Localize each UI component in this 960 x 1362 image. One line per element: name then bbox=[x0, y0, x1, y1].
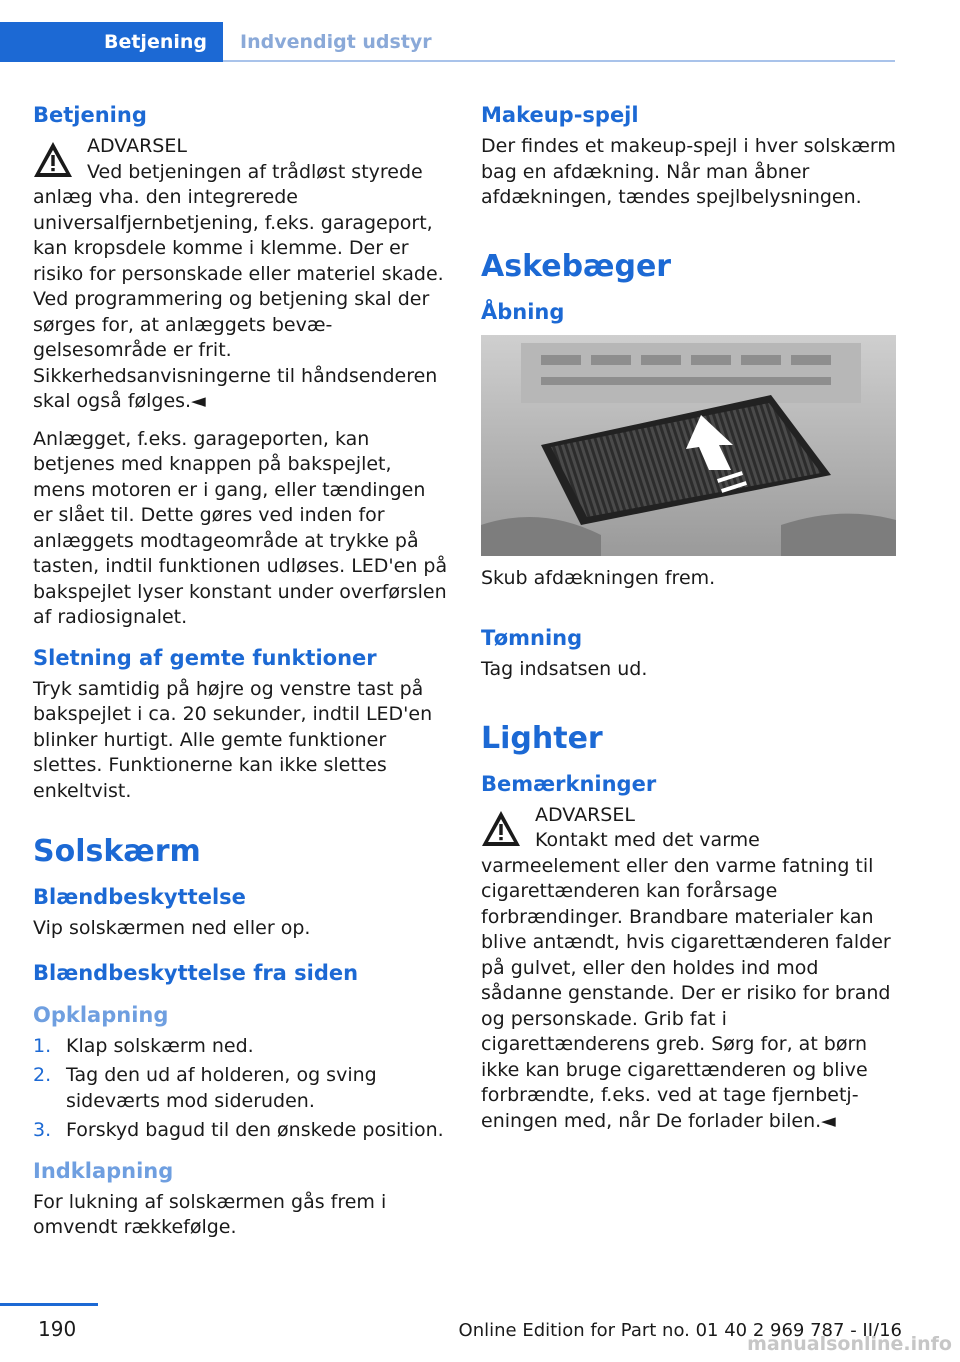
warning-label: ADVARSEL bbox=[535, 803, 635, 826]
ashtray-photo bbox=[481, 335, 896, 556]
paragraph-sletning: Tryk samtidig på højre og venstre tast på bakspejlet i ca. 20 sekunder, indtil LED'en blinker hurtigt. Alle gemte funktioner slettes. Funktionerne kan ikke slettes enkeltvist. bbox=[33, 677, 433, 802]
heading-indklapning: Indklapning bbox=[33, 1158, 174, 1183]
left-column bbox=[33, 100, 448, 1253]
warning-box-betjening bbox=[33, 134, 448, 415]
paragraph-blaend: Vip solskærmen ned eller op. bbox=[33, 917, 311, 939]
paragraph-indklapning: For lukning af solskærmen gås frem i omvendt rækkefølge. bbox=[33, 1190, 387, 1238]
warning-triangle-icon bbox=[33, 140, 73, 180]
warning-text: Ved betjeningen af trådløst styrede anlæg vha. den integrerede universalfjernbetjening, f.eks. garageport, kan kropsdele komme i klemme. Der er risiko for personskade eller materiel skade. Ved programmering og betjening skal der sørges for, at anlæggets bevægelsesområde er frit. Sikkerhedsanvisningerne til håndsenderen skal også følges.◄ bbox=[33, 160, 444, 412]
page-number: 190 bbox=[38, 1317, 77, 1341]
tab-betjening[interactable]: Betjening bbox=[0, 22, 223, 62]
edition-text: Online Edition for Part no. 01 40 2 969 787 - II/16 bbox=[458, 1320, 902, 1341]
steps-list bbox=[33, 1034, 448, 1144]
warning-box-lighter bbox=[481, 803, 897, 1135]
heading-askebaeger: Askebæger bbox=[481, 248, 672, 284]
heading-opklapning: Opklapning bbox=[33, 1002, 169, 1027]
right-column bbox=[481, 100, 897, 1146]
heading-betjening: Betjening bbox=[33, 103, 147, 127]
header-bar bbox=[0, 22, 895, 62]
paragraph-anlaegget: Anlægget, f.eks. garageporten, kan betjenes med knappen på bakspejlet, mens motoren er i gang, eller tændingen er slået til. Dette gøres ved inden for anlæggets modtageområde at trykke på tasten, indtil funktionen udløses. LED'en på bakspejlet lyser konstant under overførslen af radiosignalet. bbox=[33, 427, 448, 628]
heading-blaendbeskyttelse: Blændbeskyttelse bbox=[33, 885, 246, 909]
heading-lighter: Lighter bbox=[481, 720, 603, 756]
heading-makeup: Makeup-spejl bbox=[481, 103, 639, 127]
paragraph-tomning: Tag indsatsen ud. bbox=[481, 658, 648, 680]
watermark: manualsonline.info bbox=[747, 1333, 952, 1355]
tab-indvendigt-udstyr[interactable]: Indvendigt udstyr bbox=[240, 31, 432, 53]
header-rule bbox=[223, 60, 895, 62]
heading-solskaerm: Solskærm bbox=[33, 834, 201, 869]
footer-rule bbox=[0, 1303, 98, 1306]
warning-triangle-icon bbox=[481, 809, 521, 849]
paragraph-makeup: Der findes et makeup-spejl i hver solskærm bag en afdækning. Når man åbner afdækningen, tændes spejlbelysningen. bbox=[481, 135, 896, 208]
warning-label: ADVARSEL bbox=[87, 135, 187, 157]
list-item: 2. Tag den ud af holderen, og sving sideværts mod sideruden. bbox=[33, 1064, 377, 1112]
heading-bemaerkninger: Bemærkninger bbox=[481, 771, 657, 796]
heading-aabning: Åbning bbox=[481, 299, 565, 324]
image-caption: Skub afdækningen frem. bbox=[481, 566, 716, 589]
warning-text: Kontakt med det varme varmeelement eller den varme fatning til cigarettænderen kan forårsage forbrændinger. Brandbare materialer kan blive antændt, hvis cigarettænderen falder på gulvet, eller den holdes ind mod sådanne genstande. Der er risiko for brand og personskade. Grib fat i cigarettænderens greb. Sørg for, at børn ikke kan bruge cigarettænderen og blive forbrændte, f.eks. ved at tage fjernbetjeningen med, når De forlader bilen.◄ bbox=[481, 829, 891, 1132]
list-item: 3. Forskyd bagud til den ønskede position. bbox=[33, 1119, 444, 1141]
heading-tomning: Tømning bbox=[481, 626, 583, 650]
heading-sletning: Sletning af gemte funktioner bbox=[33, 645, 377, 670]
heading-blaend-siden: Blændbeskyttelse fra siden bbox=[33, 960, 359, 985]
list-item: 1. Klap solskærm ned. bbox=[33, 1034, 254, 1057]
